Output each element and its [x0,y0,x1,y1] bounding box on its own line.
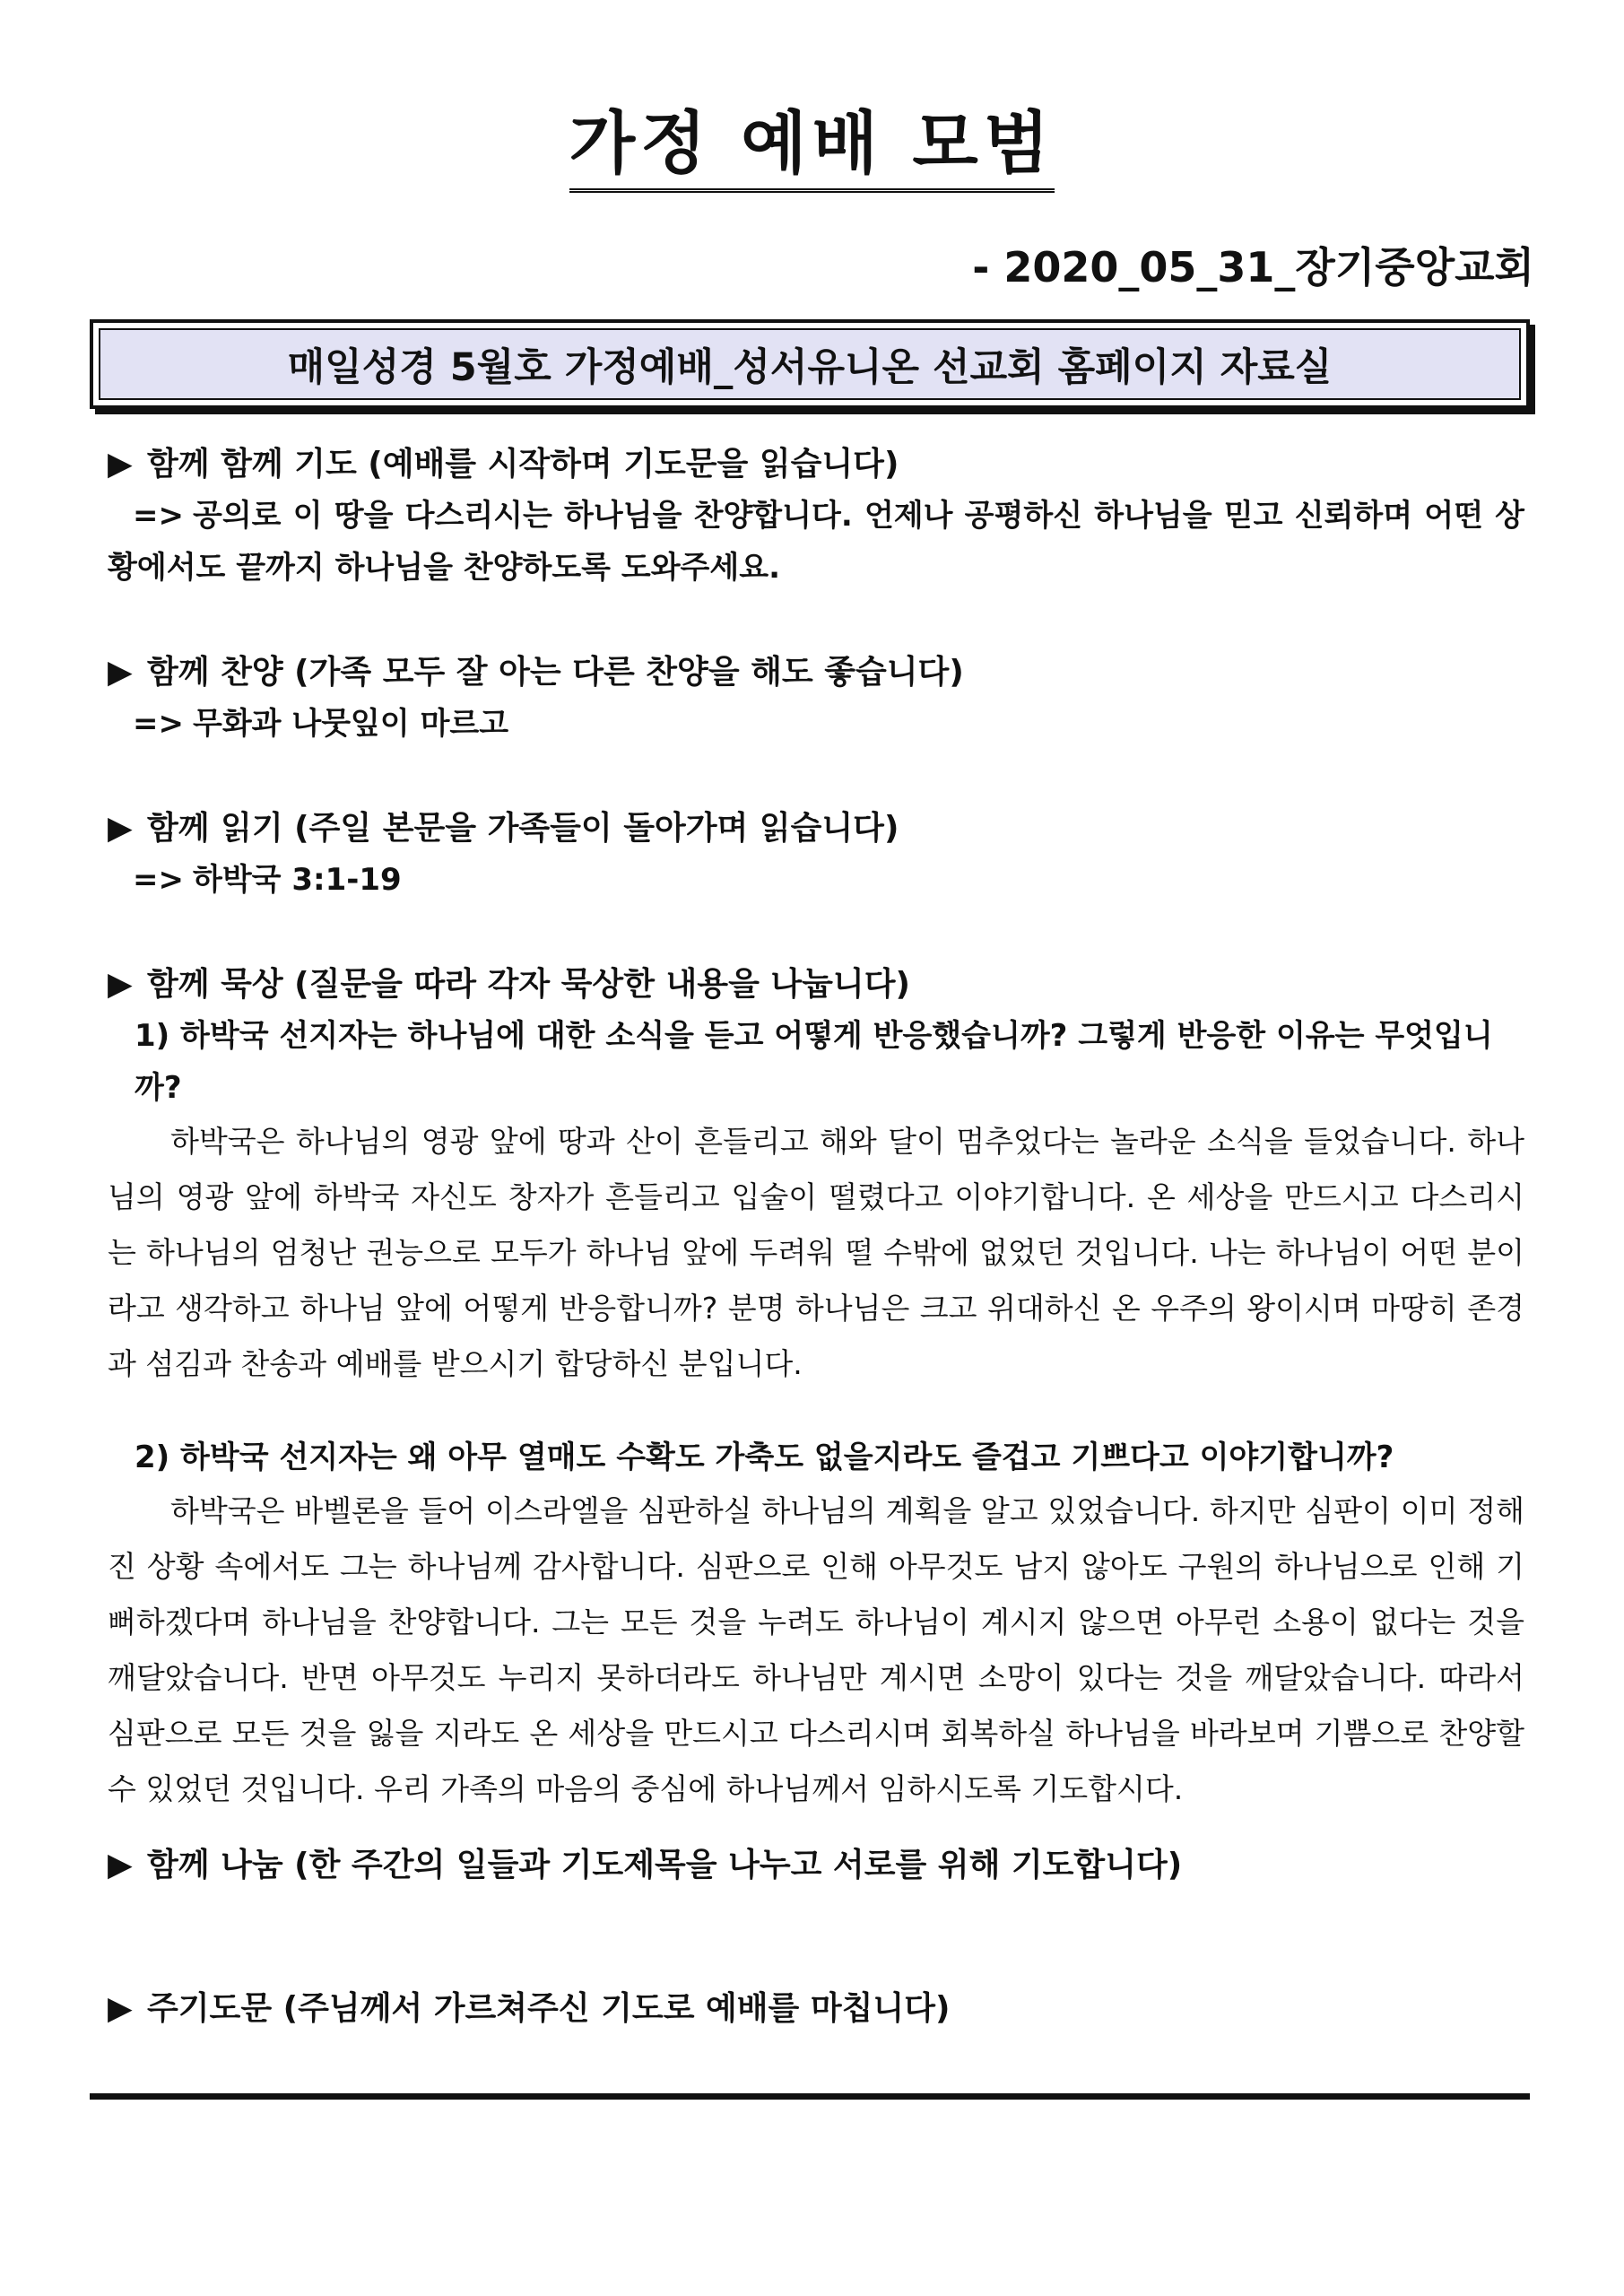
section-praise-body: 무화과 나뭇잎이 마르고 [192,706,509,742]
section-praise-text [108,698,1524,750]
bullet-triangle-icon: ▶ [108,654,133,691]
arrow-marker: => [133,706,184,742]
section-praise-heading [108,648,1524,698]
meditation-question-1: 1) 하박국 선지자는 하나님에 대한 소식을 듣고 어떻게 반응했습니까? 그렇게 반응한 이유는 무엇입니까? [135,1018,1493,1106]
meditation-answer-1: 하박국은 하나님의 영광 앞에 땅과 산이 흔들리고 해와 달이 멈추었다는 놀라운 소식을 들었습니다. 하나님의 영광 앞에 하박국 자신도 창자가 흔들리고 입술이 떨렸다고 이야기합니다. 온 세상을 만드시고 다스리시는 하나님의 엄청난 권능으로 모두가 하나님 앞에 두려워 떨 수밖에 없었던 것입니다. 나는 하나님이 어떤 분이라고 생각하고 하나님 앞에 어떻게 반응합니까? 분명 하나님은 크고 위대하신 온 우주의 왕이시며 마땅히 존경과 섬김과 찬송과 예배를 받으시기 합당하신 분입니다. [108,1124,1524,1381]
document-title-text: 가정 예배 모범 [569,106,1055,193]
bullet-triangle-icon: ▶ [108,1847,133,1883]
section-prayer-heading [108,439,1524,490]
section-sharing-heading-text: 함께 나눔 (한 주간의 일들과 기도제목을 나누고 서로를 위해 기도합니다) [147,1847,1183,1883]
dateline: - 2020_05_31_장기중앙교회 [972,243,1534,291]
section-meditation-heading [108,960,1524,1010]
section-reading-heading [108,804,1524,854]
bullet-triangle-icon: ▶ [108,966,133,1003]
section-reading-text [108,854,1524,906]
document-title [0,103,1624,193]
bullet-triangle-icon: ▶ [108,446,133,483]
section-prayer-text [108,490,1524,594]
arrow-marker: => [133,862,184,898]
source-banner [90,319,1530,409]
footer-rule [90,2093,1530,2100]
meditation-answer-2: 하박국은 바벨론을 들어 이스라엘을 심판하실 하나님의 계획을 알고 있었습니다. 하지만 심판이 이미 정해진 상황 속에서도 그는 하나님께 감사합니다. 심판으로 인해 아무것도 남지 않아도 구원의 하나님으로 인해 기뻐하겠다며 하나님을 찬양합니다. 그는 모든 것을 누려도 하나님이 계시지 않으면 아무런 소용이 없다는 것을 깨달았습니다. 반면 아무것도 누리지 못하더라도 하나님만 계시면 소망이 있다는 것을 깨달았습니다. 따라서 심판으로 모든 것을 잃을 지라도 온 세상을 만드시고 다스리시며 회복하실 하나님을 바라보며 기쁨으로 찬양할 수 있었던 것입니다. 우리 가족의 마음의 중심에 하나님께서 임하시도록 기도합시다. [108,1493,1524,1806]
section-meditation-heading-text: 함께 묵상 (질문을 따라 각자 묵상한 내용을 나눕니다) [147,966,910,1003]
section-prayer-heading-text: 함께 함께 기도 (예배를 시작하며 기도문을 읽습니다) [147,446,899,483]
section-reading-body: 하박국 3:1-19 [192,862,402,898]
bullet-triangle-icon: ▶ [108,1990,133,2027]
bullet-triangle-icon: ▶ [108,810,133,847]
section-lords-prayer-heading [108,1984,1524,2034]
section-reading-heading-text: 함께 읽기 (주일 본문을 가족들이 돌아가며 읽습니다) [147,810,899,847]
worship-body [108,439,1524,2034]
section-sharing-heading [108,1840,1524,1891]
section-praise-heading-text: 함께 찬양 (가족 모두 잘 아는 다른 찬양을 해도 좋습니다) [147,654,964,691]
meditation-question-2: 2) 하박국 선지자는 왜 아무 열매도 수확도 가축도 없을지라도 즐겁고 기쁘다고 이야기합니까? [135,1439,1394,1475]
arrow-marker: => [133,498,184,534]
section-prayer-body: 공의로 이 땅을 다스리시는 하나님을 찬양합니다. 언제나 공평하신 하나님을 믿고 신뢰하며 어떤 상황에서도 끝까지 하나님을 찬양하도록 도와주세요. [108,498,1524,586]
section-lords-prayer-heading-text: 주기도문 (주님께서 가르쳐주신 기도로 예배를 마칩니다) [147,1990,951,2027]
source-banner-text: 매일성경 5월호 가정예배_성서유니온 선교회 홈페이지 자료실 [99,328,1521,400]
